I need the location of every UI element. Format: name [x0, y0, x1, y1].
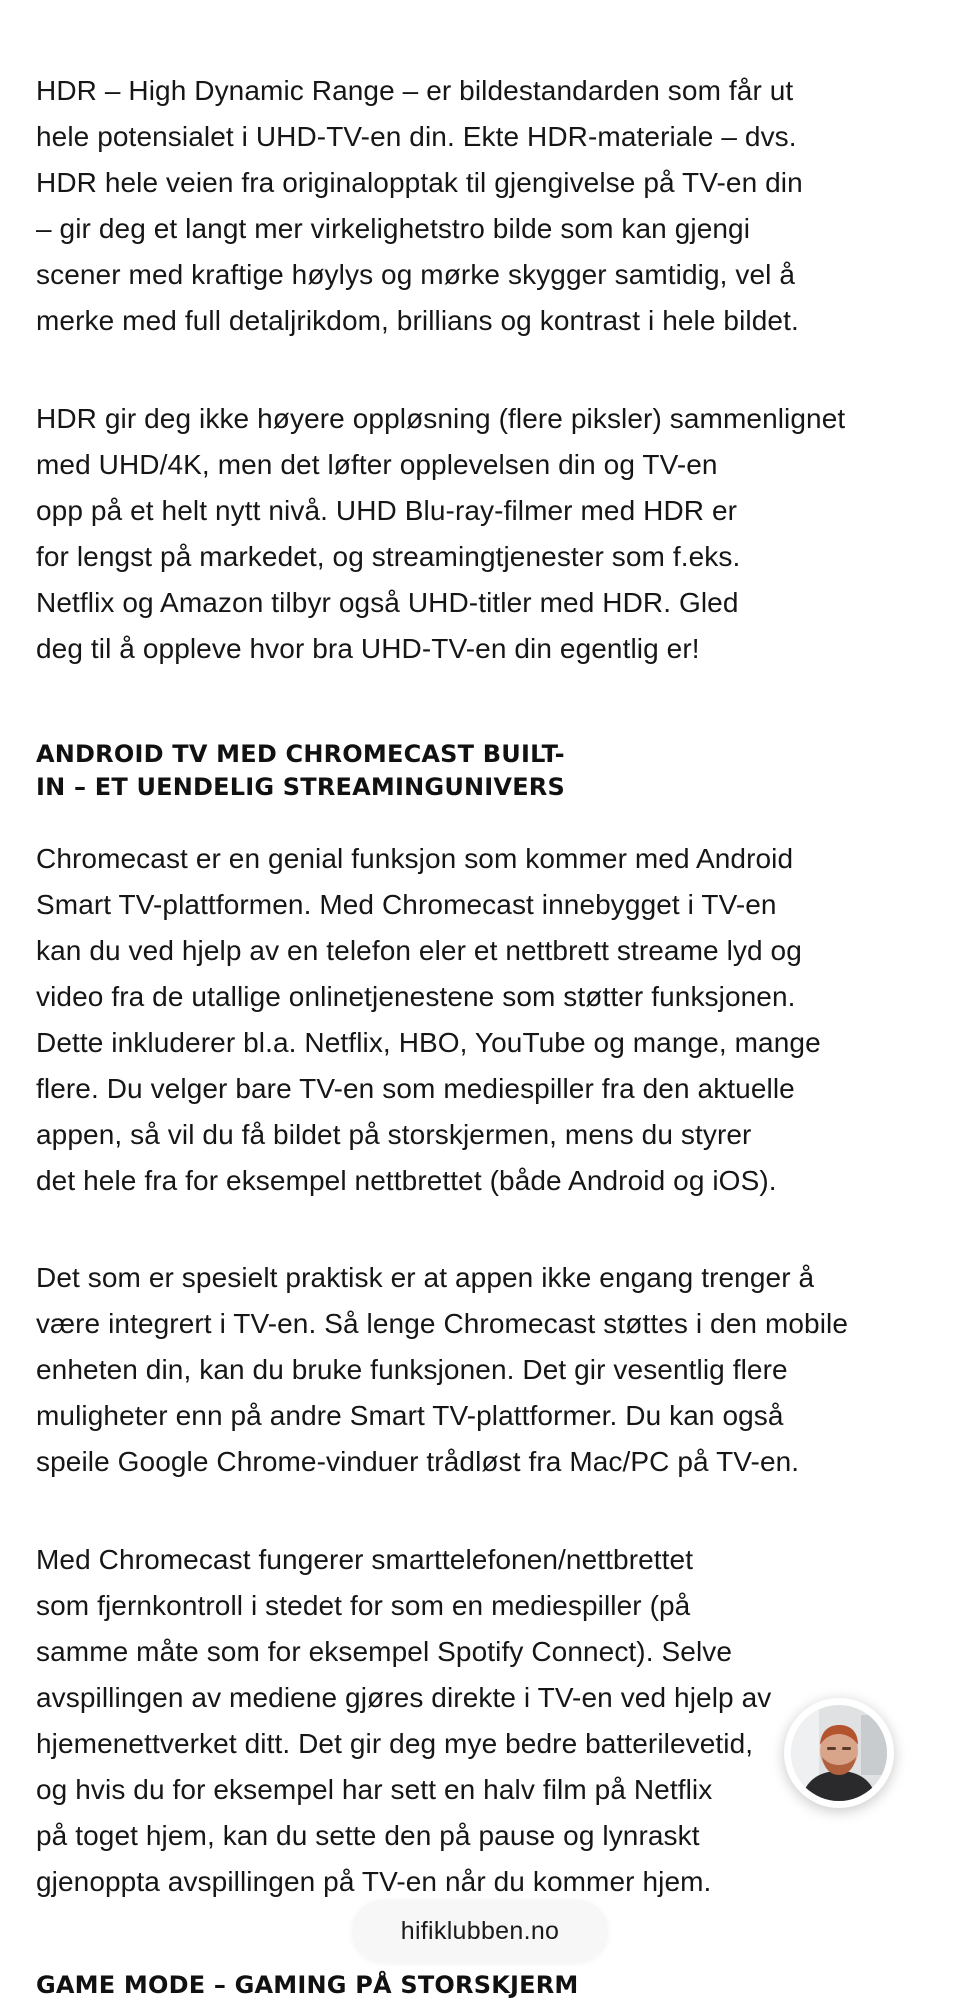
text-line: Chromecast er en genial funksjon som kommer med Android	[36, 843, 794, 874]
text-line: muligheter enn på andre Smart TV-plattformer. Du kan også	[36, 1400, 784, 1431]
site-domain-pill[interactable]	[352, 1900, 608, 1962]
paragraph-chromecast-remote	[36, 1537, 771, 1905]
section-heading-android-tv	[36, 738, 565, 804]
text-line: på toget hjem, kan du sette den på pause og lynraskt	[36, 1820, 700, 1851]
text-line: hele potensialet i UHD-TV-en din. Ekte HDR-materiale – dvs.	[36, 121, 797, 152]
heading-line: IN – ET UENDELIG STREAMINGUNIVERS	[36, 773, 565, 801]
chat-widget-button[interactable]	[784, 1698, 894, 1808]
text-line: det hele fra for eksempel nettbrettet (både Android og iOS).	[36, 1165, 777, 1196]
person-avatar-icon	[791, 1705, 887, 1801]
text-line: gjenoppta avspillingen på TV-en når du kommer hjem.	[36, 1866, 712, 1897]
text-line: deg til å oppleve hvor bra UHD-TV-en din egentlig er!	[36, 633, 700, 664]
section-heading-game-mode	[36, 1969, 578, 2002]
site-domain-label: hifiklubben.no	[400, 1916, 560, 1945]
text-line: scener med kraftige høylys og mørke skygger samtidig, vel å	[36, 259, 796, 290]
text-line: speile Google Chrome-vinduer trådløst fra Mac/PC på TV-en.	[36, 1446, 800, 1477]
text-line: flere. Du velger bare TV-en som mediespiller fra den aktuelle	[36, 1073, 795, 1104]
paragraph-hdr-resolution	[36, 396, 845, 672]
text-line: og hvis du for eksempel har sett en halv film på Netflix	[36, 1774, 713, 1805]
text-line: for lengst på markedet, og streamingtjenester som f.eks.	[36, 541, 741, 572]
text-line: Dette inkluderer bl.a. Netflix, HBO, YouTube og mange, mange	[36, 1027, 821, 1058]
text-line: hjemenettverket ditt. Det gir deg mye bedre batterilevetid,	[36, 1728, 754, 1759]
text-line: Netflix og Amazon tilbyr også UHD-titler med HDR. Gled	[36, 587, 739, 618]
paragraph-chromecast-practical	[36, 1255, 848, 1485]
text-line: som fjernkontroll i stedet for som en mediespiller (på	[36, 1590, 691, 1621]
text-line: samme måte som for eksempel Spotify Connect). Selve	[36, 1636, 733, 1667]
paragraph-hdr-intro	[36, 68, 803, 344]
text-line: med UHD/4K, men det løfter opplevelsen din og TV-en	[36, 449, 718, 480]
text-line: være integrert i TV-en. Så lenge Chromecast støttes i den mobile	[36, 1308, 849, 1339]
text-line: enheten din, kan du bruke funksjonen. Det gir vesentlig flere	[36, 1354, 788, 1385]
text-line: HDR hele veien fra originalopptak til gjengivelse på TV-en din	[36, 167, 803, 198]
paragraph-chromecast-intro	[36, 836, 821, 1204]
text-line: merke med full detaljrikdom, brillians og kontrast i hele bildet.	[36, 305, 799, 336]
text-line: Med Chromecast fungerer smarttelefonen/nettbrettet	[36, 1544, 694, 1575]
text-line: – gir deg et langt mer virkelighetstro bilde som kan gjengi	[36, 213, 751, 244]
text-line: HDR – High Dynamic Range – er bildestandarden som får ut	[36, 75, 794, 106]
text-line: avspillingen av mediene gjøres direkte i TV-en ved hjelp av	[36, 1682, 772, 1713]
text-line: appen, så vil du få bildet på storskjermen, mens du styrer	[36, 1119, 752, 1150]
text-line: opp på et helt nytt nivå. UHD Blu-ray-filmer med HDR er	[36, 495, 738, 526]
text-line: Det som er spesielt praktisk er at appen ikke engang trenger å	[36, 1262, 815, 1293]
text-line: Smart TV-plattformen. Med Chromecast innebygget i TV-en	[36, 889, 777, 920]
text-line: kan du ved hjelp av en telefon eler et nettbrett streame lyd og	[36, 935, 802, 966]
heading-line: GAME MODE – GAMING PÅ STORSKJERM	[36, 1971, 579, 1999]
heading-line: ANDROID TV MED CHROMECAST BUILT-	[36, 740, 565, 768]
text-line: HDR gir deg ikke høyere oppløsning (flere piksler) sammenlignet	[36, 403, 846, 434]
text-line: video fra de utallige onlinetjenestene som støtter funksjonen.	[36, 981, 796, 1012]
